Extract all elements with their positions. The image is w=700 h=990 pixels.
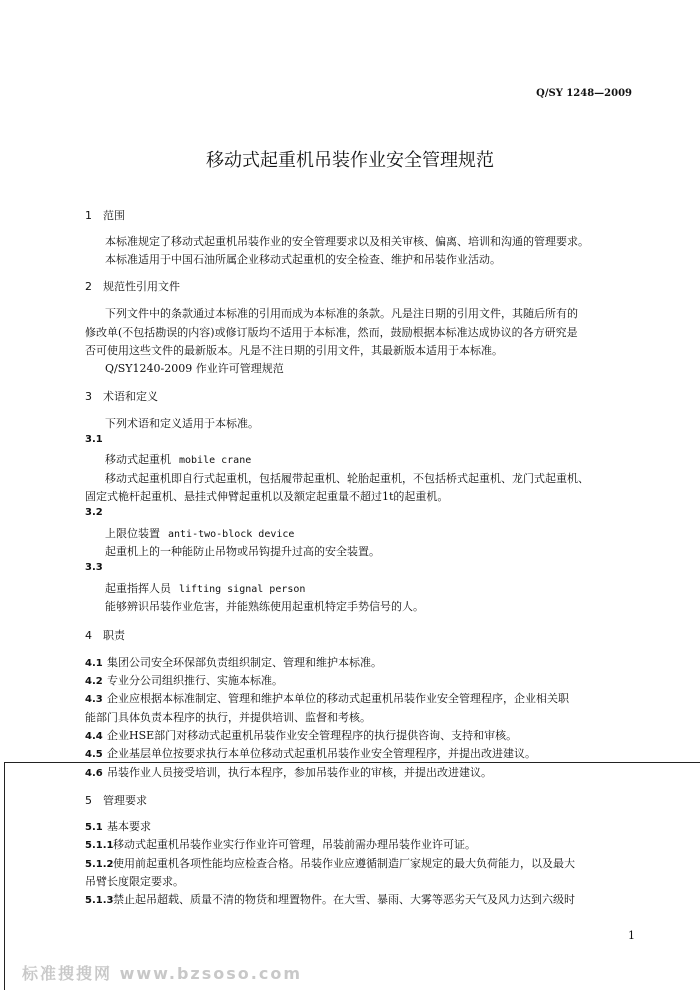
watermark: 标准搜搜网 www.bzsoso.com [22,964,302,983]
section-1-para-2: 本标准适用于中国石油所属企业移动式起重机的安全检查、维护和吊装作业活动。 [105,253,501,266]
clause-4-5: 4.5 企业基层单位按要求执行本单位移动式起重机吊装作业安全管理程序，并提出改进建议。 [85,747,536,760]
clause-4-6: 4.6 吊装作业人员接受培训，执行本程序，参加吊装作业的审核，并提出改进建议。 [85,766,492,779]
section-2-para-line-1: 下列文件中的条款通过本标准的引用而成为本标准的条款。凡是注日期的引用文件，其随后所有的 [105,307,578,320]
term-3-3-number: 3.3 [85,562,103,573]
clause-4-3-line-2: 能部门具体负责本程序的执行，并提供培训、监督和考核。 [85,711,371,724]
section-2-heading: 2 规范性引用文件 [85,280,180,293]
term-3-1-number: 3.1 [85,434,103,445]
section-5-heading: 5 管理要求 [85,794,147,807]
section-3-heading: 3 术语和定义 [85,390,158,403]
term-3-1-def-line-1: 移动式起重机即自行式起重机，包括履带起重机、轮胎起重机，不包括桥式起重机、龙门式起重机、 [105,472,589,485]
subsection-5-1: 5.1 基本要求 [85,820,151,833]
section-2-para-line-3: 否可使用这些文件的最新版本。凡是不注日期的引用文件，其最新版本适用于本标准。 [85,344,503,357]
clause-4-1: 4.1 集团公司安全环保部负责组织制定、管理和维护本标准。 [85,656,382,669]
page-number: 1 [628,929,635,942]
clause-5-1-2: 5.1.2使用前起重机各项性能均应检查合格。吊装作业应遵循制造厂家规定的最大负荷能力，以及最大 [85,857,575,870]
section-1-para-1: 本标准规定了移动式起重机吊装作业的安全管理要求以及相关审核、偏离、培训和沟通的管理要求。 [105,235,589,248]
clause-4-3: 4.3 企业应根据本标准制定、管理和维护本单位的移动式起重机吊装作业安全管理程序，企业相关职 [85,692,569,705]
term-3-2-def: 起重机上的一种能防止吊物或吊钩提升过高的安全装置。 [105,545,380,558]
section-2-para-line-2: 修改单(不包括勘误的内容)或修订版均不适用于本标准，然而，鼓励根据本标准达成协议的各方研究是 [85,326,578,339]
term-3-1-def-line-2: 固定式桅杆起重机、悬挂式伸臂起重机以及额定起重量不超过1t的起重机。 [85,490,449,503]
document-title: 移动式起重机吊装作业安全管理规范 [206,150,494,171]
clause-4-2: 4.2 专业分公司组织推行、实施本标准。 [85,674,283,687]
term-3-1-title: 移动式起重机 mobile crane [105,453,252,466]
term-3-3-title: 起重指挥人员 lifting signal person [105,582,306,595]
section-2-reference: Q/SY1240-2009 作业许可管理规范 [105,362,284,375]
clause-5-1-2-line-2: 吊臂长度限定要求。 [85,875,184,888]
section-4-heading: 4 职责 [85,629,125,642]
clause-5-1-3: 5.1.3禁止起吊超载、质量不清的物货和埋置物件。在大雪、暴雨、大雾等恶劣天气及风力达到六级时 [85,893,575,906]
clause-4-4: 4.4 企业HSE部门对移动式起重机吊装作业安全管理程序的执行提供咨询、支持和审核。 [85,729,518,742]
section-3-intro: 下列术语和定义适用于本标准。 [105,417,259,430]
standard-code: Q/SY 1248—2009 [536,88,632,99]
term-3-2-number: 3.2 [85,507,103,518]
section-1-heading: 1 范围 [85,209,125,222]
clause-5-1-1: 5.1.1移动式起重机吊装作业实行作业许可管理，吊装前需办理吊装作业许可证。 [85,838,476,851]
term-3-2-title: 上限位装置 anti-two-block device [105,527,295,540]
term-3-3-def: 能够辨识吊装作业危害，并能熟练使用起重机特定手势信号的人。 [105,600,424,613]
